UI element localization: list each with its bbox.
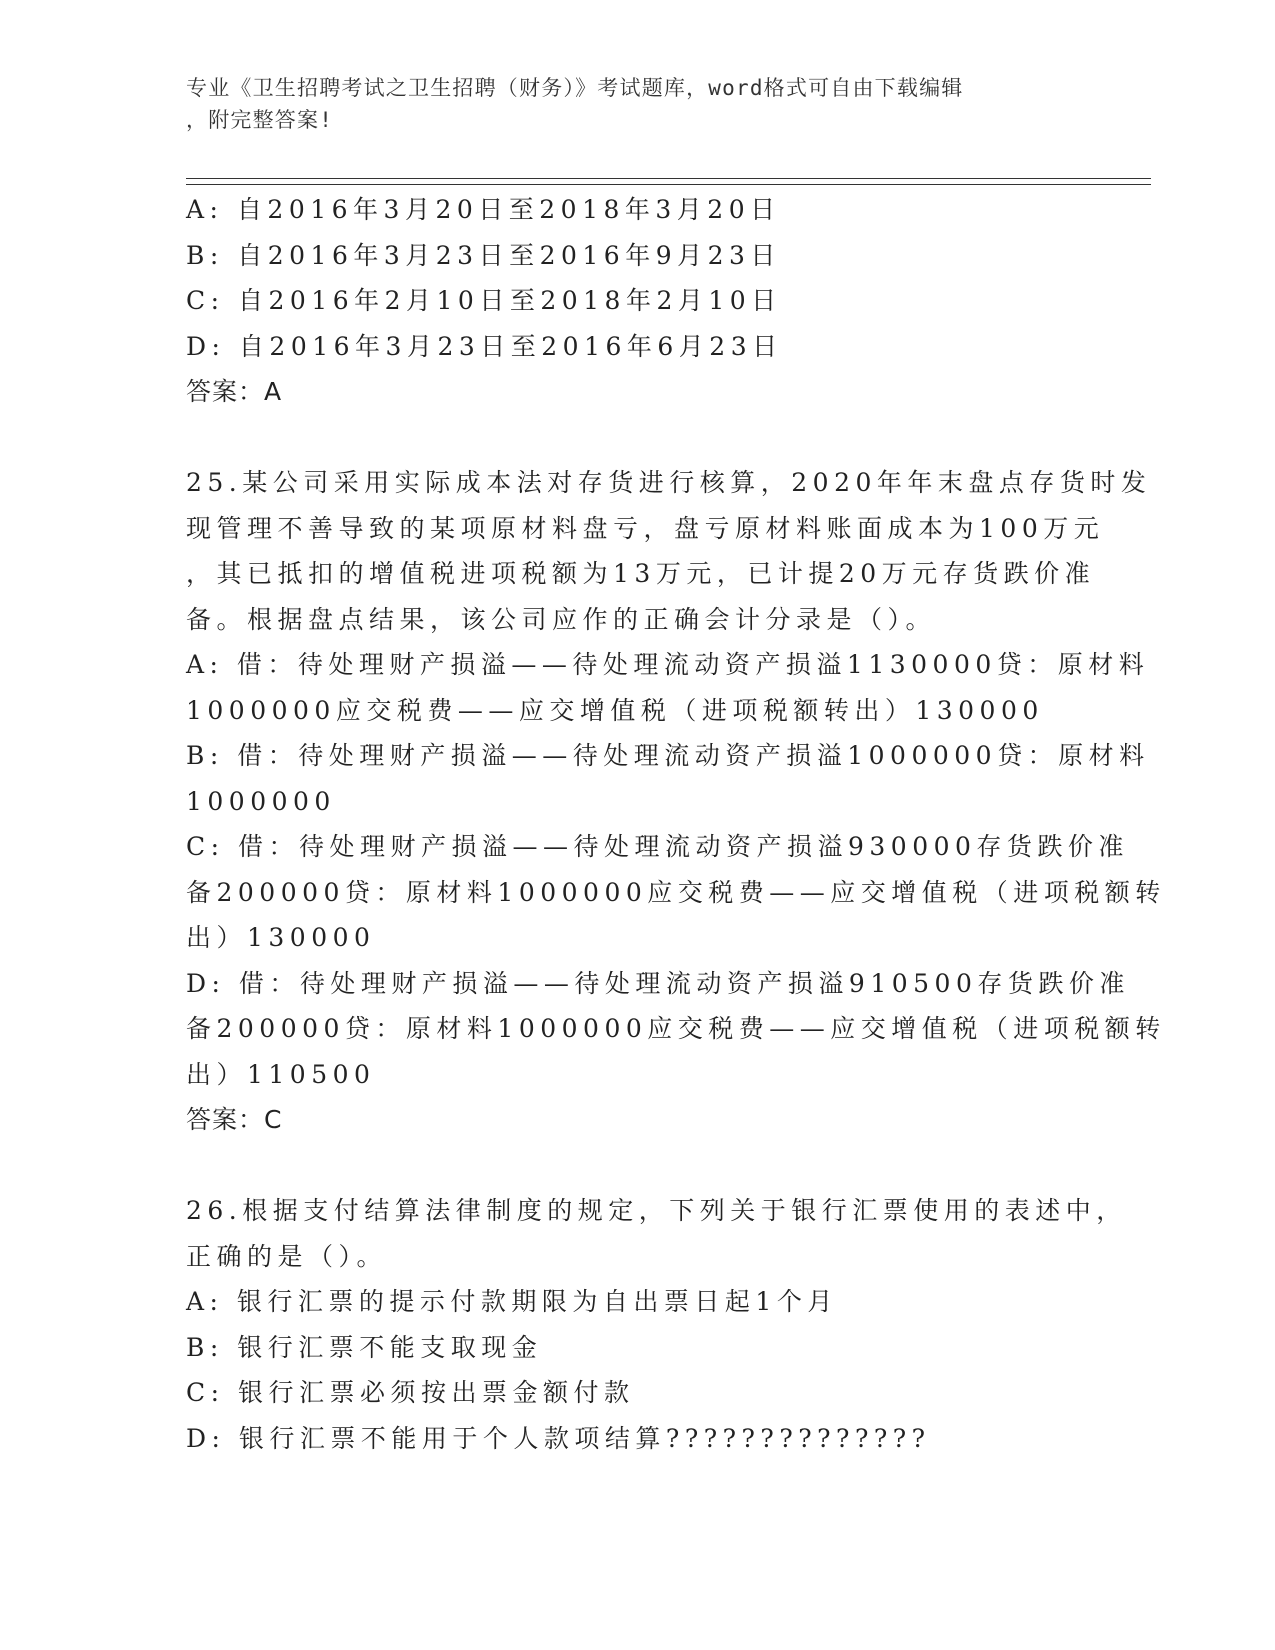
q25-stem-line-1: 25.某公司采用实际成本法对存货进行核算，2020年年末盘点存货时发	[186, 468, 1152, 497]
q26-option-b: B: 银行汇票不能支取现金	[186, 1332, 543, 1362]
q25-option-c-line-1: C: 借：待处理财产损溢——待处理流动资产损溢930000存货跌价准	[186, 832, 1129, 861]
spacer	[186, 1143, 1186, 1189]
q25-option-a-line-2: 1000000应交税费——应交增值税（进项税额转出）130000	[186, 695, 1044, 725]
document-header	[186, 72, 1086, 136]
q25-option-d-line-3: 出）110500	[186, 1059, 376, 1089]
q25-option-c-line-2: 备200000贷：原材料1000000应交税费——应交增值税（进项税额转	[186, 877, 1166, 907]
q25-option-b-line-2: 1000000	[186, 786, 336, 816]
q25-option-b-line-1: B: 借：待处理财产损溢——待处理流动资产损溢1000000贷：原材料	[186, 741, 1150, 770]
header-divider-top	[186, 178, 1151, 179]
q25-answer: 答案：C	[186, 1105, 283, 1134]
q25-option-d-line-1: D: 借：待处理财产损溢——待处理流动资产损溢910500存货跌价准	[186, 968, 1130, 998]
q26-option-d: D: 银行汇票不能用于个人款项结算??????????????	[186, 1423, 931, 1453]
q24-option-c: C: 自2016年2月10日至2018年2月10日	[186, 286, 782, 315]
q25-option-d-line-2: 备200000贷：原材料1000000应交税费——应交增值税（进项税额转	[186, 1014, 1166, 1043]
q26-stem-line-2: 正确的是（）。	[186, 1241, 388, 1271]
header-line-2: ，附完整答案!	[186, 108, 334, 132]
q24-answer: 答案：A	[186, 377, 283, 406]
spacer	[186, 415, 1186, 461]
q26-option-c: C: 银行汇票必须按出票金额付款	[186, 1378, 635, 1407]
q25-stem-line-3: ，其已抵扣的增值税进项税额为13万元，已计提20万元存货跌价准	[186, 559, 1096, 588]
q26-stem-line-1: 26.根据支付结算法律制度的规定，下列关于银行汇票使用的表述中，	[186, 1196, 1127, 1225]
q25-stem-line-4: 备。根据盘点结果，该公司应作的正确会计分录是（）。	[186, 604, 937, 634]
q25-option-c-line-3: 出）130000	[186, 923, 376, 952]
q24-option-b: B: 自2016年3月23日至2016年9月23日	[186, 240, 781, 270]
q26-option-a: A: 银行汇票的提示付款期限为自出票日起1个月	[186, 1287, 838, 1316]
q24-option-d: D: 自2016年3月23日至2016年6月23日	[186, 331, 783, 361]
header-line-1: 专业《卫生招聘考试之卫生招聘（财务）》考试题库，word格式可自由下载编辑	[186, 76, 964, 100]
document-body	[186, 187, 1186, 1461]
header-divider-bottom	[186, 184, 1151, 185]
q25-stem-line-2: 现管理不善导致的某项原材料盘亏，盘亏原材料账面成本为100万元	[186, 513, 1105, 543]
q25-option-a-line-1: A: 借：待处理财产损溢——待处理流动资产损溢1130000贷：原材料	[186, 650, 1150, 679]
q24-option-a: A: 自2016年3月20日至2018年3月20日	[186, 195, 781, 224]
